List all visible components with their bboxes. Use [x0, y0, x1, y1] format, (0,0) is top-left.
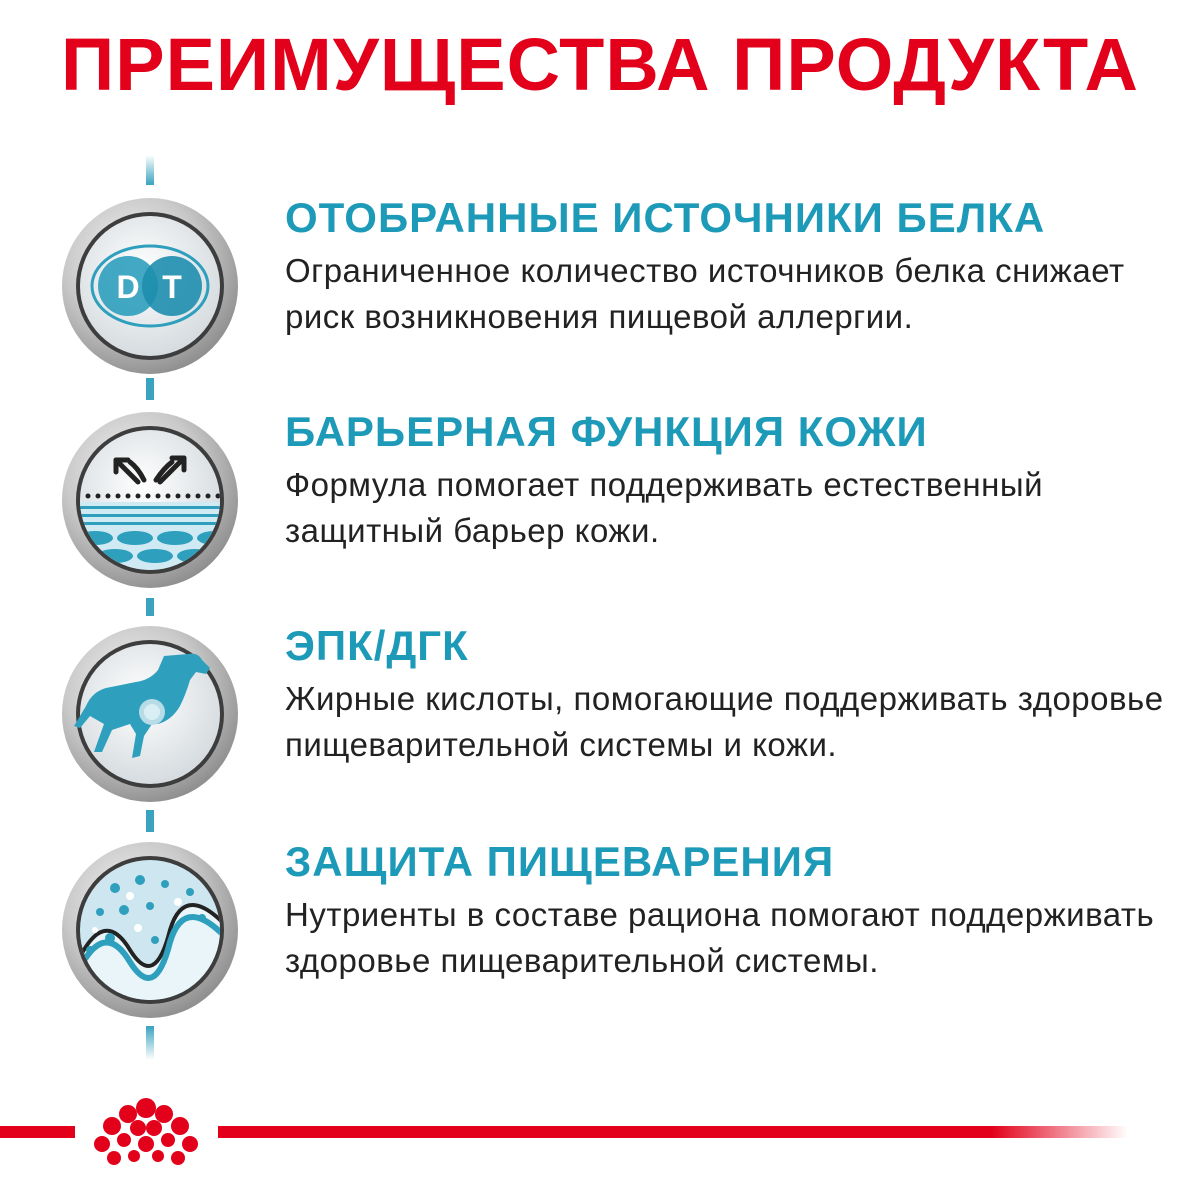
- benefit-protein-sources: [60, 196, 1180, 376]
- footer-line-right: [218, 1126, 1128, 1138]
- protein-sources-dt-icon: [60, 196, 240, 376]
- dog-icon: [60, 624, 240, 804]
- benefit-text: Нутриенты в составе рациона помогают поддерживать здоровье пищеварительной системы.: [285, 896, 1155, 979]
- timeline: [146, 0, 154, 1200]
- benefit-skin-barrier: [60, 410, 1180, 590]
- icon-letter-t: T: [162, 269, 182, 305]
- benefit-epa-dha: [60, 624, 1180, 804]
- benefit-digestion: [60, 840, 1180, 1020]
- benefit-heading: БАРЬЕРНАЯ ФУНКЦИЯ КОЖИ: [285, 408, 928, 455]
- icon-letter-d: D: [116, 269, 140, 305]
- benefit-text: Ограниченное количество источников белка снижает риск возникновения пищевой аллергии.: [285, 252, 1125, 335]
- benefit-heading: ОТОБРАННЫЕ ИСТОЧНИКИ БЕЛКА: [285, 194, 1046, 241]
- benefit-text: Жирные кислоты, помогающие поддерживать здоровье пищеварительной системы и кожи.: [285, 680, 1164, 763]
- royal-canin-crown-icon: [84, 1096, 208, 1168]
- skin-barrier-icon: [60, 410, 240, 590]
- digestion-icon: [60, 840, 240, 1020]
- benefit-heading: ЭПК/ДГК: [285, 622, 469, 669]
- footer-line-left: [0, 1126, 75, 1138]
- benefit-text: Формула помогает поддерживать естественный защитный барьер кожи.: [285, 466, 1044, 549]
- page-title: ПРЕИМУЩЕСТВА ПРОДУКТА: [61, 23, 1139, 106]
- benefit-heading: ЗАЩИТА ПИЩЕВАРЕНИЯ: [285, 838, 835, 885]
